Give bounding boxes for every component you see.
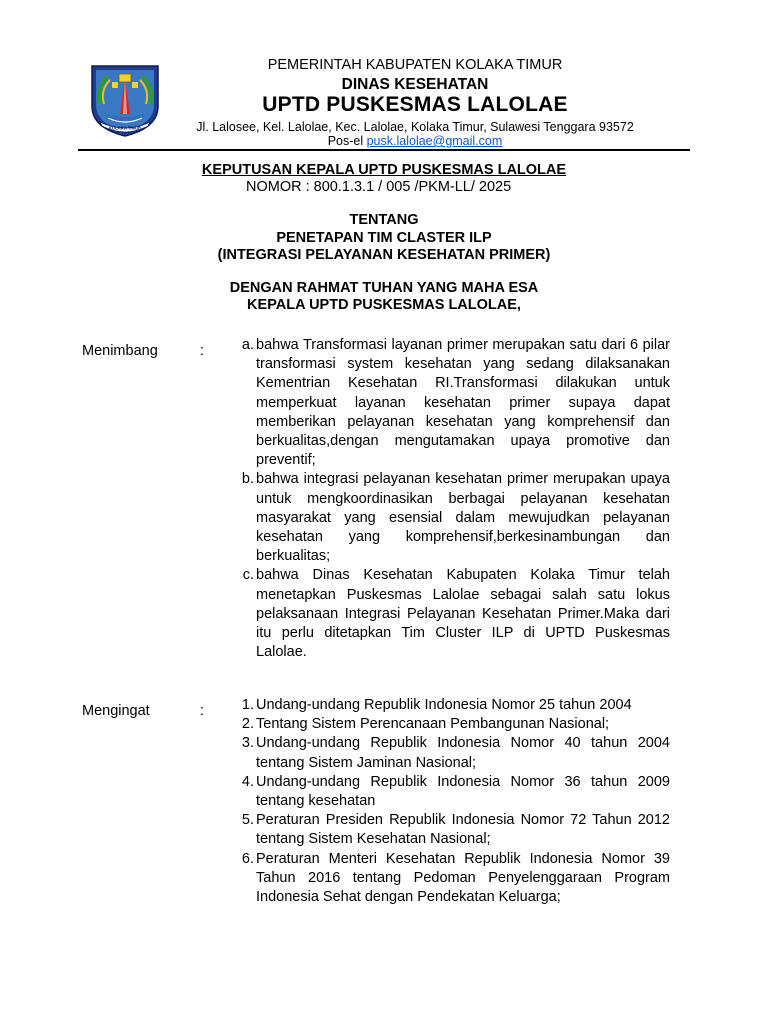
menimbang-item <box>230 470 670 566</box>
nomor-keputusan: NOMOR : 800.1.3.1 / 005 /PKM-LL/ 2025 <box>246 179 512 195</box>
item-number: 4. <box>241 773 254 790</box>
item-mark: c. <box>242 567 254 584</box>
item-text: Undang-undang Republik Indonesia Nomor 36 tahun 2009 tentang kesehatan <box>256 773 670 810</box>
item-text: Undang-undang Republik Indonesia Nomor 40 tahun 2004 tentang Sistem Jaminan Nasional; <box>256 735 670 771</box>
letterhead-divider <box>78 149 690 151</box>
item-text: Peraturan Presiden Republik Indonesia Nomor 72 Tahun 2012 tentang Sistem Kesehatan Nasional; <box>256 812 670 848</box>
kop-alamat: Jl. Lalosee, Kel. Lalolae, Kec. Lalolae, Kolaka Timur, Sulawesi Tenggara 93572 <box>196 120 634 134</box>
rahmat-line: DENGAN RAHMAT TUHAN YANG MAHA ESA <box>229 280 539 296</box>
mengingat-list <box>230 696 670 907</box>
tentang-heading: TENTANG <box>349 212 419 228</box>
mengingat-colon: : <box>200 703 205 719</box>
kop-dinas: DINAS KESEHATAN <box>341 76 489 93</box>
menimbang-item <box>230 566 670 662</box>
item-text: Undang-undang Republik Indonesia Nomor 25 tahun 2004 <box>256 697 632 713</box>
mengingat-item <box>230 850 670 908</box>
mengingat-item <box>230 696 670 715</box>
menimbang-list <box>230 336 670 662</box>
mengingat-label: Mengingat <box>82 703 150 719</box>
mengingat-item <box>230 811 670 849</box>
kop-pemerintah: PEMERINTAH KABUPATEN KOLAKA TIMUR <box>267 57 563 73</box>
item-number: 1. <box>241 697 254 713</box>
kepala-line: KEPALA UPTD PUSKESMAS LALOLAE, <box>247 297 521 313</box>
kabupaten-logo <box>86 60 164 138</box>
menimbang-item <box>230 336 670 470</box>
item-text: Tentang Sistem Perencanaan Pembangunan Nasional; <box>256 716 610 733</box>
item-number: 3. <box>241 735 254 752</box>
item-number: 2. <box>241 716 254 733</box>
menimbang-colon: : <box>200 343 205 359</box>
mengingat-item <box>230 715 670 734</box>
item-number: 5. <box>241 812 254 829</box>
item-mark: b. <box>241 471 254 488</box>
email-link[interactable]: pusk.lalolae@gmail.com <box>366 134 503 148</box>
menimbang-label: Menimbang <box>82 343 158 359</box>
item-text: bahwa integrasi pelayanan kesehatan primer merupakan upaya untuk mengkoordinasikan berbagai pelayanan kesehatan masyarakat yang esensial dalam mewujudkan pelayanan kesehatan yang komprehensif,berkesinambungan dan berkualitas; <box>256 471 670 565</box>
tentang-subject: PENETAPAN TIM CLASTER ILP <box>276 230 492 246</box>
item-text: bahwa Dinas Kesehatan Kabupaten Kolaka Timur telah menetapkan Puskesmas Lalolae sebagai salah satu lokus pelaksanaan Integrasi Pelayanan Kesehatan Primer.Maka dari itu perlu ditetapkan Tim Cluster ILP di UPTD Puskesmas Lalolae. <box>256 567 670 661</box>
mengingat-item <box>230 734 670 772</box>
item-text: Peraturan Menteri Kesehatan Republik Indonesia Nomor 39 Tahun 2016 tentang Pedoman Penyelenggaraan Program Indonesia Sehat dengan Pendekatan Keluarga; <box>256 850 670 906</box>
tentang-subject-detail: (INTEGRASI PELAYANAN KESEHATAN PRIMER) <box>217 247 551 263</box>
judul-keputusan: KEPUTUSAN KEPALA UPTD PUSKESMAS LALOLAE <box>201 162 567 178</box>
posel-label: Pos-el <box>327 134 367 148</box>
item-mark: a. <box>241 337 254 353</box>
item-text: bahwa Transformasi layanan primer merupakan satu dari 6 pilar transformasi system kesehatan yang sedang dilaksanakan Kementrian Kesehatan RI.Transformasi dilakukan untuk memperkuat layanan kesehatan primer supaya dapat memberikan pelayanan kesehatan yang komprehensif dan berkualitas,dengan mengutamakan upaya promotive dan preventif; <box>256 337 670 469</box>
kop-puskesmas: UPTD PUSKESMAS LALOLAE <box>262 93 568 116</box>
mengingat-item <box>230 773 670 811</box>
kop-posel <box>180 134 650 148</box>
logo-motto: KOLAKA TIMUR <box>108 125 142 131</box>
item-number: 6. <box>241 850 254 867</box>
